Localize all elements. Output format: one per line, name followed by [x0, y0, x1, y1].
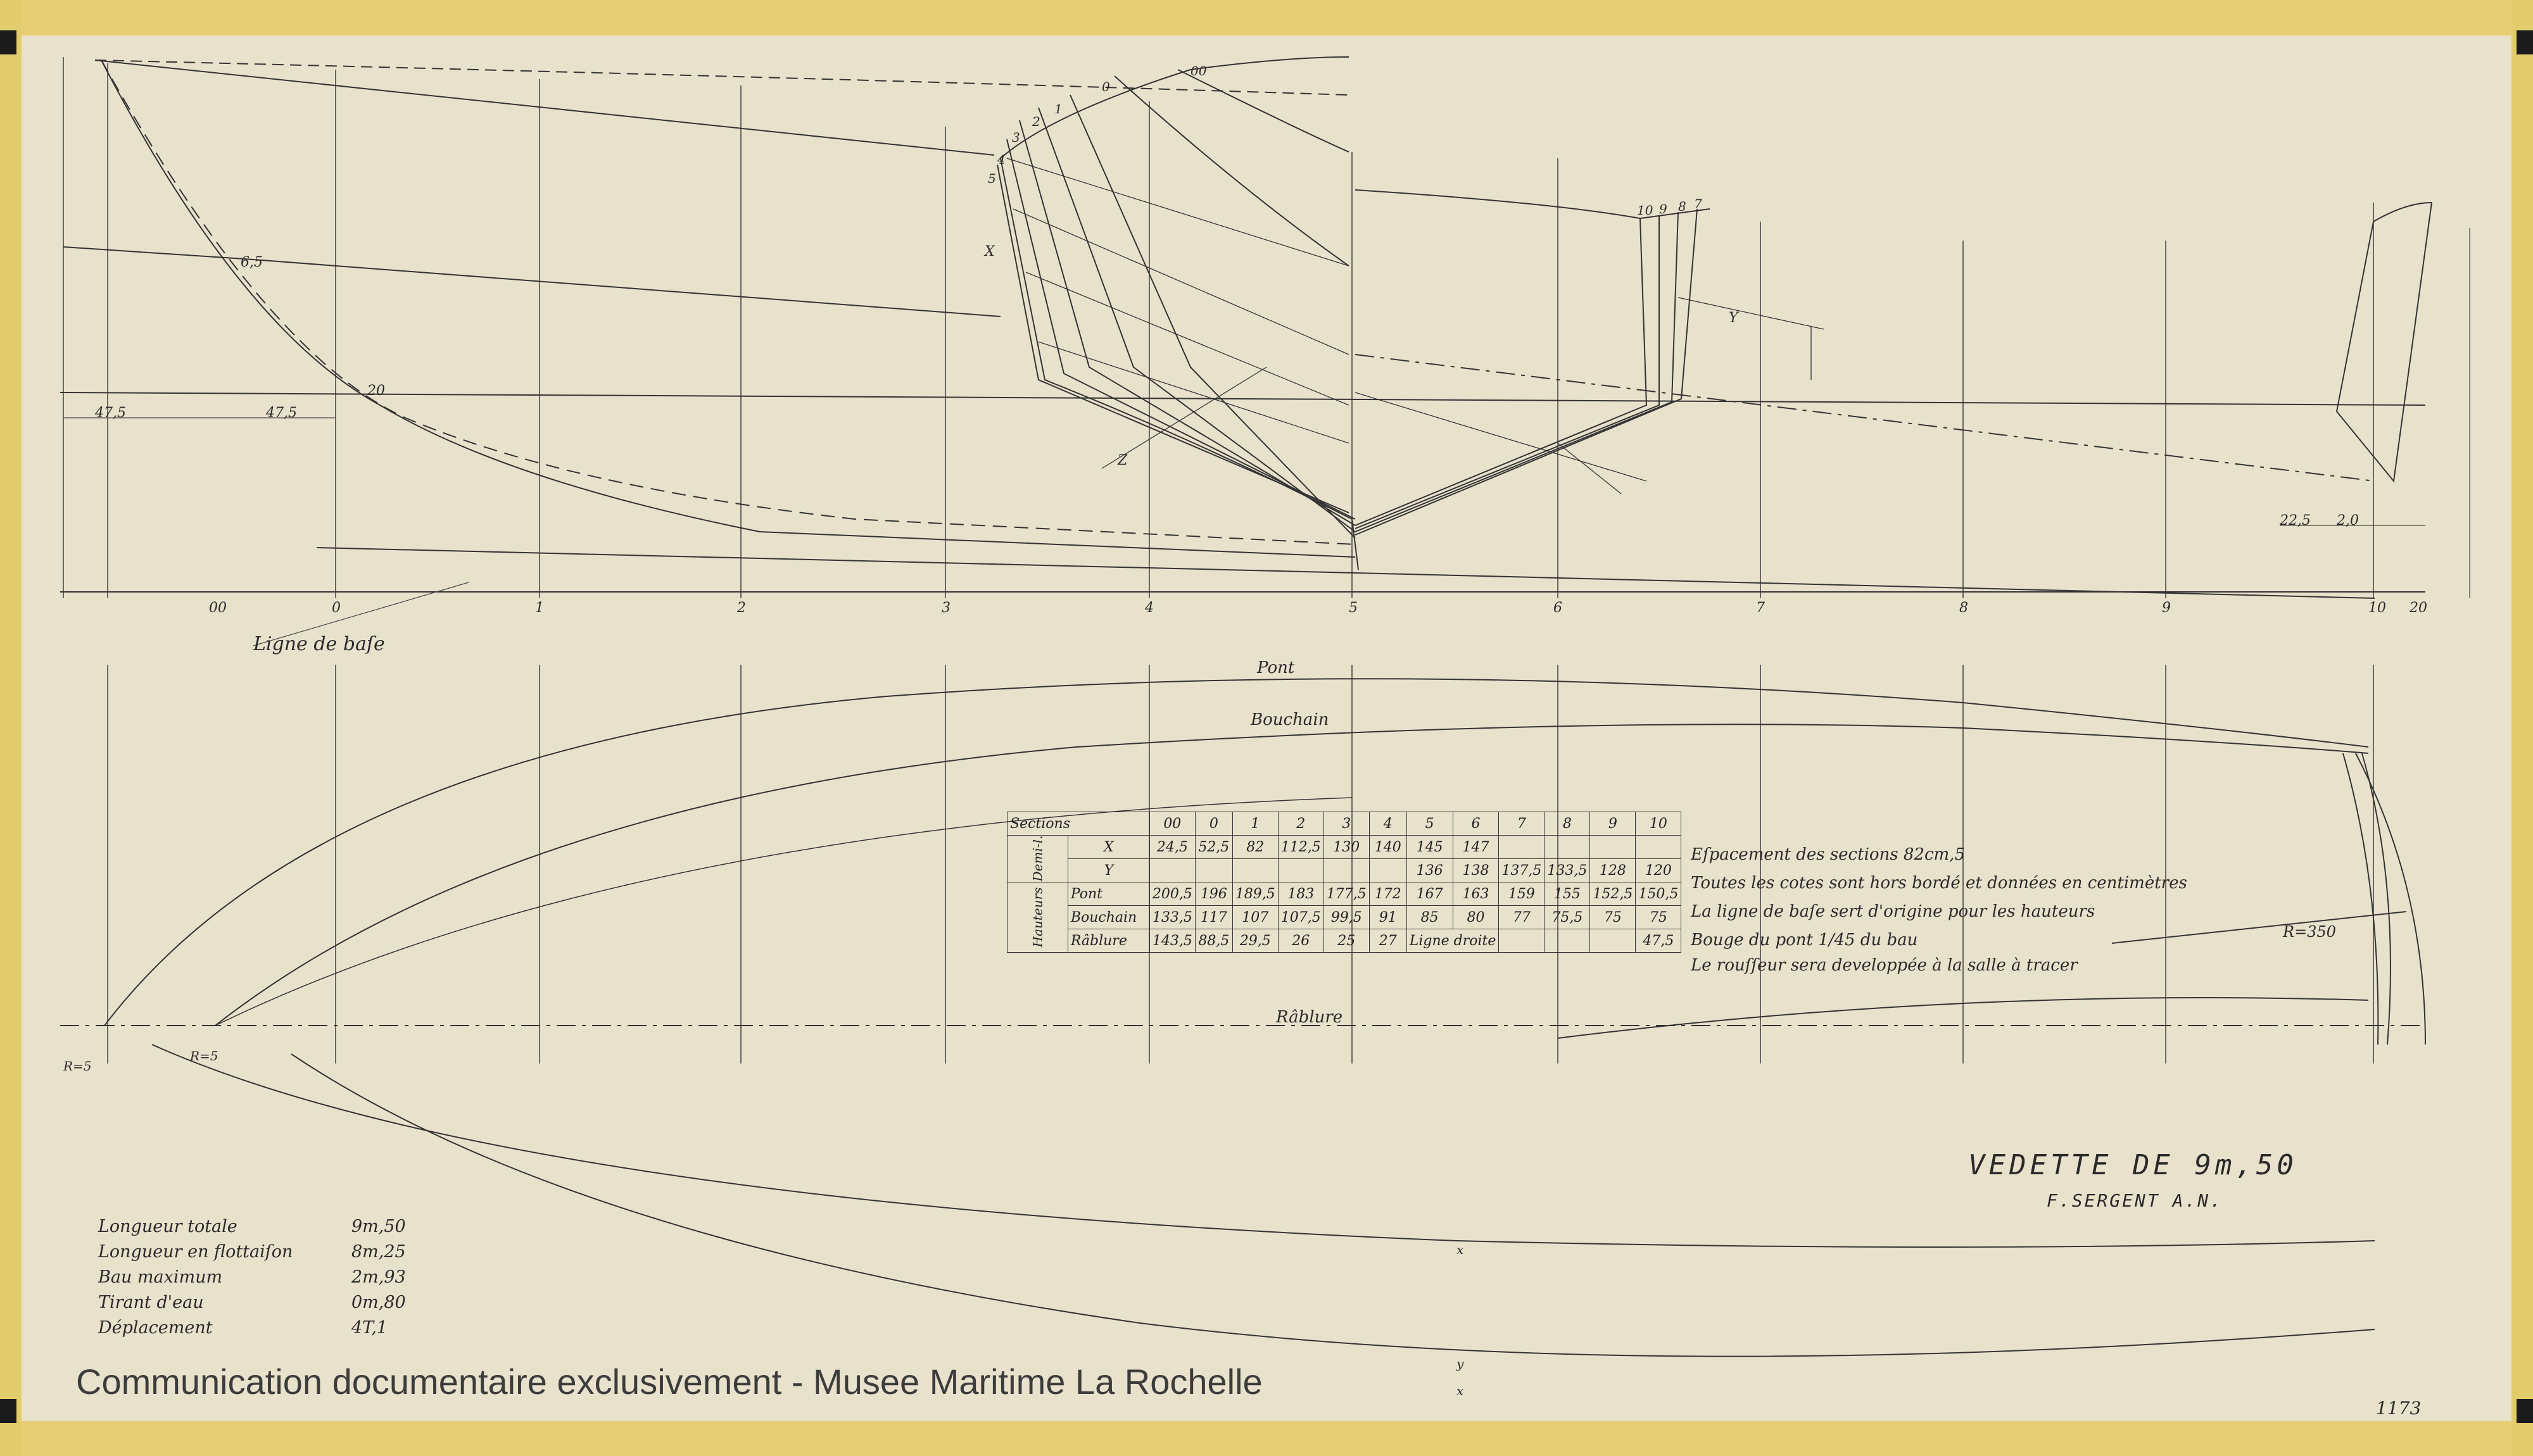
- table-cell: [1544, 929, 1590, 953]
- table-cell: 177,5: [1323, 882, 1369, 906]
- section-number: 7: [1756, 600, 1765, 616]
- section-outline: [1039, 108, 1355, 532]
- table-cell: 152,5: [1590, 882, 1636, 906]
- table-cell: 80: [1453, 906, 1499, 929]
- dimension-label: 47,5: [95, 405, 126, 421]
- table-cell: 27: [1369, 929, 1406, 953]
- note-line: Eſpacement des sections 82cm,5: [1691, 845, 1965, 864]
- table-cell: 117: [1195, 906, 1232, 929]
- dimension-label: 6,5: [241, 254, 263, 270]
- deck-arc: [1001, 57, 1349, 158]
- table-cell: 112,5: [1278, 836, 1323, 859]
- table-cell: 85: [1406, 906, 1453, 929]
- sheer-line: [95, 60, 994, 155]
- table-cell: 26: [1278, 929, 1323, 953]
- table-column-header: 2: [1278, 812, 1323, 836]
- table-cell: 196: [1195, 882, 1232, 906]
- table-cell: 82: [1232, 836, 1278, 859]
- body-section-label: 4: [997, 152, 1006, 167]
- note-line: Le rouſſeur sera developpée à la salle à tracer: [1691, 956, 2078, 975]
- body-section-label: 00: [1191, 63, 1207, 78]
- spec-value: 0m,80: [351, 1293, 406, 1312]
- table-cell: 145: [1406, 836, 1453, 859]
- table-cell: 77: [1499, 906, 1544, 929]
- deck-camber-line: [95, 60, 1349, 95]
- table-cell: 88,5: [1195, 929, 1232, 953]
- dimension-marks: [63, 228, 2470, 646]
- bow-radius-label: R=5: [190, 1048, 218, 1064]
- table-cell: 138: [1453, 859, 1499, 882]
- table-cell: 29,5: [1232, 929, 1278, 953]
- spec-label: Tirant d'eau: [98, 1293, 204, 1312]
- table-cell: 136: [1406, 859, 1453, 882]
- radius-leader: [2112, 912, 2406, 943]
- stem-curve: [101, 60, 1355, 557]
- bow-radius-label: R=5: [63, 1058, 92, 1074]
- table-cell: 200,5: [1149, 882, 1195, 906]
- section-outline: [1001, 158, 1358, 570]
- table-row: [1008, 836, 1681, 859]
- note-line: La ligne de baſe sert d'origine pour les hauteurs: [1691, 902, 2095, 921]
- body-section-label: 3: [1012, 130, 1020, 145]
- table-cell: 75: [1636, 906, 1681, 929]
- table-cell: 75,5: [1544, 906, 1590, 929]
- catalog-number: 1173: [2376, 1398, 2422, 1419]
- table-cell: 24,5: [1149, 836, 1195, 859]
- section-outline: [1020, 120, 1355, 525]
- table-column-header: 4: [1369, 812, 1406, 836]
- table-row-label: Râblure: [1068, 929, 1149, 953]
- table-cell: 150,5: [1636, 882, 1681, 906]
- dimension-label: 22,5: [2280, 513, 2311, 529]
- note-line: Toutes les cotes sont hors bordé et données en centimètres: [1691, 874, 2187, 893]
- table-cell: [1636, 836, 1681, 859]
- table-row-label: Y: [1068, 859, 1149, 882]
- table-cell: [1278, 859, 1323, 882]
- spec-value: 8m,25: [351, 1242, 406, 1262]
- table-cell: 91: [1369, 906, 1406, 929]
- aft-section: [1355, 212, 1678, 532]
- table-column-header: 1: [1232, 812, 1278, 836]
- table-cell: 137,5: [1499, 859, 1544, 882]
- table-row: [1008, 882, 1681, 906]
- section-outline: [997, 165, 1349, 513]
- dimension-label: 2,0: [2337, 513, 2359, 529]
- chine-curve-label: Bouchain: [1251, 710, 1329, 729]
- table-column-header: 00: [1149, 812, 1195, 836]
- table-cell: [1232, 859, 1278, 882]
- offsets-table: [1007, 812, 1681, 953]
- table-column-header: 5: [1406, 812, 1453, 836]
- table-cell: 120: [1636, 859, 1681, 882]
- body-section-label: Y: [1729, 310, 1738, 326]
- table-cell: 163: [1453, 882, 1499, 906]
- table-cell: 183: [1278, 882, 1323, 906]
- table-cell: [1149, 859, 1195, 882]
- chine-line-profile: [63, 247, 1001, 317]
- body-section-label: 2: [1032, 114, 1040, 129]
- section-number: 6: [1553, 600, 1562, 616]
- section-number: 1: [535, 600, 544, 616]
- table-row-label: Bouchain: [1068, 906, 1149, 929]
- waterline: [60, 392, 2425, 405]
- body-section-label: 8: [1678, 199, 1686, 214]
- section-number: 4: [1145, 600, 1154, 616]
- waterline-marker: x: [1456, 1242, 1464, 1257]
- body-section-label: X: [985, 244, 995, 260]
- aft-section: [1355, 215, 1659, 529]
- section-number: 9: [2162, 600, 2171, 616]
- table-cell: 143,5: [1149, 929, 1195, 953]
- table-cell: 172: [1369, 882, 1406, 906]
- table-cell: 99,5: [1323, 906, 1369, 929]
- keel-line: [317, 548, 2375, 598]
- table-cell: 140: [1369, 836, 1406, 859]
- spec-label: Longueur en flottaiſon: [98, 1242, 293, 1262]
- section-outline: [1178, 70, 1349, 152]
- table-cell: [1544, 836, 1590, 859]
- spec-value: 4T,1: [351, 1318, 388, 1338]
- table-group-label: Demi-l.: [1008, 836, 1068, 882]
- baseline-label: Ligne de baſe: [253, 633, 385, 655]
- table-row-label: X: [1068, 836, 1149, 859]
- table-column-header: 8: [1544, 812, 1590, 836]
- section-number: 20: [2410, 600, 2427, 616]
- body-section-label: 5: [988, 171, 996, 186]
- section-number: 00: [209, 600, 227, 616]
- section-number: 10: [2368, 600, 2386, 616]
- table-row: [1008, 929, 1681, 953]
- table-cell: [1195, 859, 1232, 882]
- table-cell: [1590, 929, 1636, 953]
- body-section-label: 0: [1102, 79, 1110, 94]
- table-cell: [1499, 836, 1544, 859]
- transom-profile: [2337, 203, 2432, 481]
- dimension-label: 47,5: [266, 405, 297, 421]
- table-row: [1008, 906, 1681, 929]
- plan-view: [60, 665, 2425, 1357]
- table-cell: 47,5: [1636, 929, 1681, 953]
- table-cell: [1323, 859, 1369, 882]
- table-cell: 167: [1406, 882, 1453, 906]
- table-cell: 128: [1590, 859, 1636, 882]
- table-header-row: [1008, 812, 1681, 836]
- table-corner-cell: Sections: [1008, 812, 1150, 836]
- spec-value: 2m,93: [351, 1267, 406, 1287]
- radius-note: R=350: [2283, 923, 2336, 941]
- table-cell: 159: [1499, 882, 1544, 906]
- spec-label: Déplacement: [98, 1318, 213, 1338]
- table-group-label: Hauteurs: [1008, 882, 1068, 953]
- spec-value: 9m,50: [351, 1217, 406, 1236]
- rabbet-curve-profile: [101, 60, 1355, 544]
- spec-label: Bau maximum: [98, 1267, 223, 1287]
- body-section-label: 1: [1054, 101, 1063, 116]
- watermark-text: Communication documentaire exclusivement - Musee Maritime La Rochelle: [76, 1362, 1263, 1402]
- aft-deck-arc: [1355, 190, 1710, 218]
- spec-label: Longueur totale: [98, 1217, 237, 1236]
- table-row-label: Pont: [1068, 882, 1149, 906]
- table-cell: 130: [1323, 836, 1369, 859]
- table-column-header: 9: [1590, 812, 1636, 836]
- table-cell: [1369, 859, 1406, 882]
- rabbet-curve-label: Râblure: [1276, 1008, 1343, 1027]
- body-plan: [997, 57, 1824, 570]
- body-section-label: 9: [1659, 201, 1667, 217]
- table-cell: [1590, 836, 1636, 859]
- section-number: 0: [332, 600, 341, 616]
- body-section-label: 7: [1694, 196, 1702, 211]
- table-cell: 52,5: [1195, 836, 1232, 859]
- table-cell: 133,5: [1149, 906, 1195, 929]
- profile-view: [60, 57, 2432, 598]
- table-cell: 75: [1590, 906, 1636, 929]
- station-lines: [63, 57, 2373, 598]
- table-column-header: 6: [1453, 812, 1499, 836]
- body-section-label: Z: [1118, 453, 1128, 468]
- table-row: [1008, 859, 1681, 882]
- designer-name: F.SERGENT A.N.: [2047, 1190, 2223, 1211]
- table-column-header: 10: [1636, 812, 1681, 836]
- body-section-label: 10: [1637, 203, 1653, 218]
- waterline-x: [152, 1045, 2375, 1247]
- drawing-title: VEDETTE DE 9m,50: [1968, 1149, 2297, 1181]
- section-number: 2: [737, 600, 746, 616]
- section-number: 3: [942, 600, 951, 616]
- table-cell: 155: [1544, 882, 1590, 906]
- section-number: 8: [1959, 600, 1968, 616]
- table-cell: 189,5: [1232, 882, 1278, 906]
- dimension-label: 20: [367, 383, 385, 399]
- note-line: Bouge du pont 1/45 du bau: [1691, 931, 1918, 950]
- table-cell: 107: [1232, 906, 1278, 929]
- deck-curve-label: Pont: [1257, 658, 1295, 677]
- table-cell: 133,5: [1544, 859, 1590, 882]
- table-column-header: 3: [1323, 812, 1369, 836]
- table-cell: [1499, 929, 1544, 953]
- table-cell: 25: [1323, 929, 1369, 953]
- table-cell: 147: [1453, 836, 1499, 859]
- table-cell: Ligne droite: [1406, 929, 1499, 953]
- table-cell: 107,5: [1278, 906, 1323, 929]
- table-column-header: 7: [1499, 812, 1544, 836]
- waterline-marker: x: [1456, 1383, 1464, 1398]
- table-column-header: 0: [1195, 812, 1232, 836]
- waterline-marker: y: [1456, 1356, 1464, 1371]
- section-outline: [1007, 139, 1355, 519]
- section-number: 5: [1349, 600, 1358, 616]
